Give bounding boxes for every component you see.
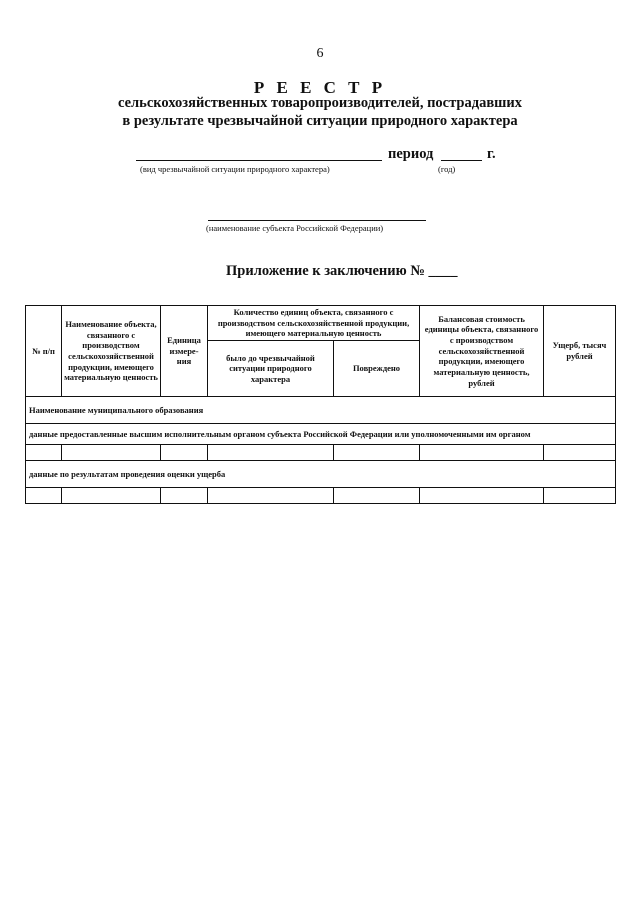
registry-table: [25, 305, 616, 504]
subject-blank: [208, 220, 426, 221]
year-suffix: г.: [487, 146, 496, 162]
section-official-data: данные предоставленные высшим исполнительным органом субъекта Российской Федерации или уполномоченными им органом: [26, 424, 616, 445]
col-unit-header: Единица измере-ния: [161, 306, 208, 397]
subject-caption: (наименование субъекта Российской Федерации): [206, 223, 384, 233]
document-subtitle-line2: в результате чрезвычайной ситуации природного характера: [122, 113, 518, 129]
document-subtitle-line1: сельскохозяйственных товаропроизводителей, пострадавших: [117, 95, 522, 111]
emergency-type-caption: (вид чрезвычайной ситуации природного характера): [140, 164, 330, 174]
empty-cell: [26, 445, 62, 461]
empty-cell: [161, 488, 208, 504]
table-row: [26, 445, 616, 461]
empty-cell: [62, 445, 161, 461]
col-balance-value-header: Балансовая стоимость единицы объекта, связанного с производством сельскохозяйственной продукции, имеющего материальную ценность, рублей: [420, 306, 544, 397]
empty-cell: [420, 445, 544, 461]
col-quantity-before-header: было до чрезвычайной ситуации природного характера: [208, 341, 334, 397]
col-damage-header: Ущерб, тысяч рублей: [544, 306, 616, 397]
empty-cell: [208, 488, 334, 504]
empty-cell: [544, 488, 616, 504]
table-row: [26, 488, 616, 504]
col-number-header: № п/п: [26, 306, 62, 397]
empty-cell: [26, 488, 62, 504]
col-quantity-group-header: Количество единиц объекта, связанного с производством сельскохозяйственной продукции, имеющего материальную ценность: [208, 306, 420, 341]
empty-cell: [544, 445, 616, 461]
section-assessment: данные по результатам проведения оценки ущерба: [26, 461, 616, 488]
emergency-type-blank: [136, 160, 382, 161]
section-row-municipality: [26, 397, 616, 424]
empty-cell: [420, 488, 544, 504]
empty-cell: [208, 445, 334, 461]
empty-cell: [161, 445, 208, 461]
col-name-header: Наименование объекта, связанного с производством сельскохозяйственной продукции, имеющего материальную ценность: [62, 306, 161, 397]
page-number: 6: [316, 46, 324, 61]
year-caption: (год): [438, 164, 456, 174]
appendix-label: Приложение к заключению № ____: [226, 263, 458, 279]
table-header-row-1: [26, 306, 616, 341]
section-row-assessment: [26, 461, 616, 488]
empty-cell: [334, 445, 420, 461]
year-blank: [441, 160, 482, 161]
section-municipality: Наименование муниципального образования: [26, 397, 616, 424]
empty-cell: [334, 488, 420, 504]
period-label: период: [388, 146, 434, 162]
section-row-official-data: [26, 424, 616, 445]
col-quantity-damaged-header: Повреждено: [334, 341, 420, 397]
empty-cell: [62, 488, 161, 504]
document-title: Р Е Е С Т Р: [253, 78, 387, 97]
